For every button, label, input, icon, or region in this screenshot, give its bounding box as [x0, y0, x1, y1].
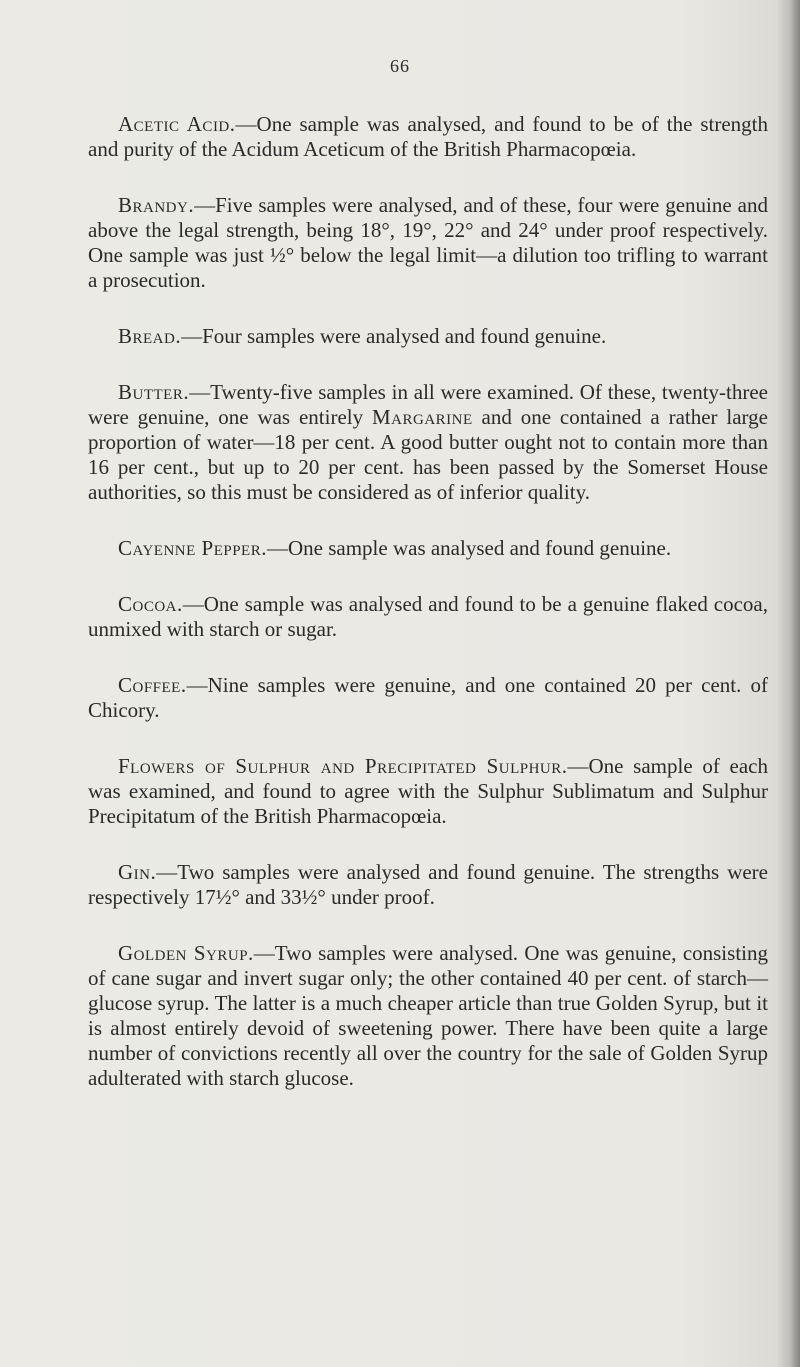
entry-text: —One sample was analysed and found to be a genuine flaked cocoa, unmixed with starch or sugar. [88, 592, 768, 641]
entry-text: —One sample of each was examined, and found to agree with the Sulphur Sublimatum and Sulphur Precipitatum of the British Pharmacopœia. [88, 754, 768, 828]
entry-heading: Butter. [118, 380, 190, 404]
entry-heading: Cocoa. [118, 592, 183, 616]
entry-sulphur [88, 754, 768, 829]
entry-heading: Flowers of Sulphur and Precipitated Sulphur. [118, 754, 568, 778]
entry-text: —One sample was analysed and found genuine. [266, 536, 672, 560]
entry-text: —Two samples were analysed. One was genuine, consisting of cane sugar and invert sugar only; the other contained 40 per cent. of starch—glucose syrup. The latter is a much cheaper article than true Golden Syrup, but it is almost entirely devoid of sweetening power. There have been quite a large number of convictions recently all over the country for the sale of Golden Syrup adulterated with starch glucose. [88, 941, 768, 1090]
entry-butter [88, 380, 768, 505]
entry-text: —Two samples were analysed and found genuine. The strengths were respectively 17½° and 33½° under proof. [88, 860, 768, 909]
entry-heading: Gin. [118, 860, 157, 884]
entry-text: —One sample was analysed, and found to be of the strength and purity of the Acidum Aceticum of the British Pharmacopœia. [88, 112, 768, 161]
entry-bread [88, 324, 768, 349]
entry-heading: Bread. [118, 324, 182, 348]
entry-heading: Brandy. [118, 193, 195, 217]
entry-heading: Coffee. [118, 673, 187, 697]
page-number: 66 [390, 56, 410, 76]
entry-text-continued: and one contained a rather large proportion of water—18 per cent. A good butter ought not to contain more than 16 per cent., but up to 20 per cent. has been passed by the Somerset House authorities, so this must be considered as of inferior quality. [88, 405, 768, 504]
entry-cayenne-pepper [88, 536, 768, 561]
entry-golden-syrup [88, 941, 768, 1091]
entry-heading: Golden Syrup. [118, 941, 254, 965]
entry-acetic-acid [88, 112, 768, 162]
page-edge-shadow [790, 0, 800, 1367]
entry-heading: Acetic Acid. [118, 112, 236, 136]
entry-gin [88, 860, 768, 910]
entry-heading: Cayenne Pepper. [118, 536, 267, 560]
entry-brandy [88, 193, 768, 293]
entry-smallcaps-term: Margarine [371, 405, 473, 429]
entry-coffee [88, 673, 768, 723]
report-body [88, 112, 768, 1122]
entry-text: —Four samples were analysed and found genuine. [181, 324, 607, 348]
entry-text: —Five samples were analysed, and of these, four were genuine and above the legal strength, being 18°, 19°, 22° and 24° under proof respectively. One sample was just ½° below the legal limit—a dilution too trifling to warrant a prosecution. [88, 193, 768, 292]
entry-text: —Nine samples were genuine, and one contained 20 per cent. of Chicory. [88, 673, 768, 722]
entry-cocoa [88, 592, 768, 642]
entry-text: —Twenty-five samples in all were examined. Of these, twenty-three were genuine, one was entirely [88, 380, 768, 429]
